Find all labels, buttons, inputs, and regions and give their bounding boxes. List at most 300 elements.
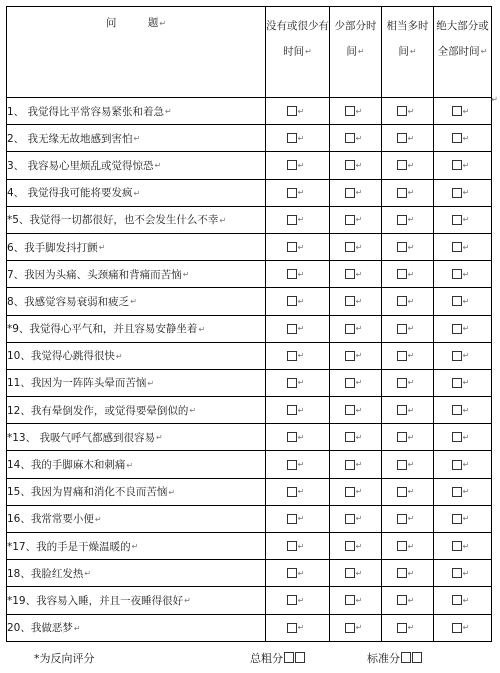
question-label: 11、我因为一阵阵头晕而苦恼	[7, 377, 147, 390]
checkbox-icon[interactable]	[345, 378, 355, 388]
checkbox-icon[interactable]	[452, 296, 462, 306]
paragraph-mark-icon: ↵	[184, 596, 191, 606]
question-text	[7, 233, 266, 260]
checkbox-icon[interactable]	[287, 188, 297, 198]
answer-cell	[382, 369, 434, 396]
paragraph-mark-icon: ↵	[355, 106, 363, 116]
checkbox-icon[interactable]	[452, 405, 462, 415]
paragraph-mark-icon: ↵	[297, 514, 305, 524]
checkbox-icon[interactable]	[345, 432, 355, 442]
answer-cell	[266, 560, 330, 587]
answer-cell	[266, 233, 330, 260]
paragraph-mark-icon: ↵	[297, 269, 305, 279]
paragraph-mark-icon: ↵	[189, 406, 197, 416]
question-label: 3、 我容易心里烦乱或觉得惊恐	[7, 159, 154, 172]
table-row	[7, 152, 492, 179]
paragraph-mark-icon: ↵	[462, 623, 470, 633]
standard-score-box[interactable]	[401, 652, 411, 663]
question-text	[7, 206, 266, 233]
answer-cell	[330, 233, 382, 260]
question-text	[7, 587, 266, 614]
answer-cell	[382, 533, 434, 560]
answer-cell	[330, 505, 382, 532]
checkbox-icon[interactable]	[452, 514, 462, 524]
checkbox-icon[interactable]	[287, 514, 297, 524]
checkbox-icon[interactable]	[397, 623, 407, 633]
table-row	[7, 560, 492, 587]
question-text	[7, 125, 266, 152]
paragraph-mark-icon: ↵	[297, 595, 305, 605]
question-text	[7, 451, 266, 478]
checkbox-icon[interactable]	[452, 324, 462, 334]
checkbox-icon[interactable]	[452, 242, 462, 252]
checkbox-icon[interactable]	[397, 242, 407, 252]
paragraph-mark-icon: ↵	[462, 568, 470, 578]
paragraph-mark-icon: ↵	[407, 215, 415, 225]
checkbox-icon[interactable]	[287, 351, 297, 361]
paragraph-mark-icon: ↵	[297, 351, 305, 361]
paragraph-mark-icon: ↵	[462, 595, 470, 605]
paragraph-mark-icon: ↵	[198, 324, 206, 334]
checkbox-icon[interactable]	[287, 405, 297, 415]
paragraph-mark-icon: ↵	[355, 568, 363, 578]
question-label: *19、我容易入睡，并且一夜睡得很好	[7, 594, 184, 607]
checkbox-icon[interactable]	[452, 215, 462, 225]
answer-cell	[434, 560, 492, 587]
paragraph-mark-icon: ↵	[407, 324, 415, 334]
paragraph-mark-icon: ↵	[355, 188, 363, 198]
table-row	[7, 587, 492, 614]
option-header-most: 绝大部分或全部时间↵	[434, 7, 492, 98]
paragraph-mark-icon: ↵	[98, 243, 106, 253]
checkbox-icon[interactable]	[345, 324, 355, 334]
paragraph-mark-icon: ↵	[462, 405, 470, 415]
paragraph-mark-icon: ↵	[130, 297, 137, 307]
checkbox-icon[interactable]	[397, 351, 407, 361]
table-row	[7, 505, 492, 532]
paragraph-mark-icon: ↵	[407, 242, 415, 252]
paragraph-mark-icon: ↵	[297, 460, 305, 470]
paragraph-mark-icon: ↵	[462, 432, 470, 442]
question-label: 10、我觉得心跳得很快	[7, 350, 115, 363]
checkbox-icon[interactable]	[452, 351, 462, 361]
checkbox-icon[interactable]	[397, 296, 407, 306]
answer-cell	[266, 179, 330, 206]
checkbox-icon[interactable]	[397, 595, 407, 605]
paragraph-mark-icon: ↵	[355, 133, 363, 143]
question-label: 16、我常常要小便	[7, 513, 94, 526]
paragraph-mark-icon: ↵	[407, 623, 415, 633]
checkbox-icon[interactable]	[287, 269, 297, 279]
paragraph-mark-icon: ↵	[462, 351, 470, 361]
checkbox-icon[interactable]	[452, 133, 462, 143]
paragraph-mark-icon: ↵	[462, 296, 470, 306]
answer-cell	[434, 206, 492, 233]
checkbox-icon[interactable]	[345, 541, 355, 551]
paragraph-mark-icon: ↵	[407, 487, 415, 497]
paragraph-mark-icon: ↵	[133, 134, 141, 144]
question-label: 15、我因为胃痛和消化不良而苦恼	[7, 486, 168, 499]
checkbox-icon[interactable]	[397, 106, 407, 116]
question-text	[7, 505, 266, 532]
paragraph-mark-icon: ↵	[297, 378, 305, 388]
paragraph-mark-icon: ↵	[407, 378, 415, 388]
paragraph-mark-icon: ↵	[407, 568, 415, 578]
answer-cell	[382, 288, 434, 315]
paragraph-mark-icon: ↵	[462, 460, 470, 470]
checkbox-icon[interactable]	[345, 623, 355, 633]
paragraph-mark-icon: ↵	[462, 324, 470, 334]
paragraph-mark-icon: ↵	[297, 405, 305, 415]
question-text	[7, 369, 266, 396]
paragraph-mark-icon: ↵	[131, 542, 139, 552]
answer-cell	[382, 206, 434, 233]
paragraph-mark-icon: ↵	[407, 595, 415, 605]
checkbox-icon[interactable]	[452, 106, 462, 116]
question-label: *17、我的手是干燥温暖的	[7, 540, 131, 553]
paragraph-mark-icon: ↵	[165, 107, 172, 117]
answer-cell	[266, 478, 330, 505]
raw-score-box[interactable]	[295, 652, 305, 663]
paragraph-mark-icon: ↵	[407, 133, 415, 143]
checkbox-icon[interactable]	[287, 487, 297, 497]
paragraph-mark-icon: ↵	[297, 568, 305, 578]
checkbox-icon[interactable]	[345, 595, 355, 605]
answer-cell	[434, 424, 492, 451]
checkbox-icon[interactable]	[287, 432, 297, 442]
answer-cell	[434, 261, 492, 288]
checkbox-icon[interactable]	[287, 160, 297, 170]
question-label: 8、我感觉容易衰弱和疲乏	[7, 295, 130, 308]
answer-cell	[382, 261, 434, 288]
question-column-header: 问 题↵	[7, 7, 266, 98]
checkbox-icon[interactable]	[397, 215, 407, 225]
answer-cell	[382, 98, 434, 125]
answer-cell	[382, 125, 434, 152]
answer-cell	[266, 424, 330, 451]
checkbox-icon[interactable]	[397, 378, 407, 388]
raw-score-field: 总粗分	[250, 650, 305, 666]
answer-cell	[434, 505, 492, 532]
question-label: 6、我手脚发抖打颤	[7, 241, 98, 254]
paragraph-mark-icon: ↵	[297, 296, 305, 306]
question-text	[7, 614, 266, 641]
paragraph-mark-icon: ↵	[155, 433, 163, 443]
question-label: 1、 我觉得比平常容易紧张和着急	[7, 105, 165, 118]
checkbox-icon[interactable]	[345, 269, 355, 279]
answer-cell	[266, 505, 330, 532]
question-label: 14、我的手脚麻木和刺痛	[7, 459, 126, 472]
checkbox-icon[interactable]	[345, 296, 355, 306]
checkbox-icon[interactable]	[397, 568, 407, 578]
paragraph-mark-icon: ↵	[462, 541, 470, 551]
answer-cell	[266, 152, 330, 179]
checkbox-icon[interactable]	[287, 215, 297, 225]
paragraph-mark-icon: ↵	[154, 161, 162, 171]
checkbox-icon[interactable]	[345, 568, 355, 578]
paragraph-mark-icon: ↵	[355, 378, 363, 388]
answer-cell	[434, 587, 492, 614]
answer-cell	[330, 424, 382, 451]
table-header-row	[7, 7, 492, 98]
answer-cell	[434, 315, 492, 342]
paragraph-mark-icon: ↵	[355, 487, 363, 497]
answer-cell	[330, 560, 382, 587]
table-row	[7, 206, 492, 233]
answer-cell	[382, 614, 434, 641]
checkbox-icon[interactable]	[345, 351, 355, 361]
paragraph-mark-icon: ↵	[462, 160, 470, 170]
answer-cell	[266, 261, 330, 288]
checkbox-icon[interactable]	[397, 269, 407, 279]
answer-cell	[330, 614, 382, 641]
paragraph-mark-icon: ↵	[355, 623, 363, 633]
paragraph-mark-icon: ↵	[297, 160, 305, 170]
paragraph-mark-icon: ↵	[407, 460, 415, 470]
answer-cell	[434, 152, 492, 179]
paragraph-mark-icon: ↵	[355, 405, 363, 415]
answer-cell	[434, 451, 492, 478]
paragraph-mark-icon: ↵	[126, 460, 134, 470]
question-label: *5、我觉得一切都很好，也不会发生什么不幸	[7, 214, 219, 227]
paragraph-mark-icon: ↵	[407, 160, 415, 170]
table-row	[7, 478, 492, 505]
paragraph-mark-icon: ↵	[133, 188, 141, 198]
paragraph-mark-icon: ↵	[462, 106, 470, 116]
paragraph-mark-icon: ↵	[297, 432, 305, 442]
checkbox-icon[interactable]	[452, 269, 462, 279]
answer-cell	[382, 451, 434, 478]
paragraph-mark-icon: ↵	[462, 378, 470, 388]
answer-cell	[266, 206, 330, 233]
checkbox-icon[interactable]	[397, 405, 407, 415]
answer-cell	[266, 288, 330, 315]
answer-cell	[382, 397, 434, 424]
paragraph-mark-icon: ↵	[355, 242, 363, 252]
checkbox-icon[interactable]	[345, 215, 355, 225]
checkbox-icon[interactable]	[397, 324, 407, 334]
paragraph-mark-icon: ↵	[462, 188, 470, 198]
answer-cell	[382, 560, 434, 587]
answer-cell	[266, 342, 330, 369]
answer-cell	[330, 369, 382, 396]
paragraph-mark-icon: ↵	[462, 242, 470, 252]
answer-cell	[382, 342, 434, 369]
paragraph-mark-icon: ↵	[462, 133, 470, 143]
checkbox-icon[interactable]	[287, 541, 297, 551]
answer-cell	[266, 533, 330, 560]
answer-cell	[266, 614, 330, 641]
standard-score-field: 标准分	[367, 650, 422, 666]
sas-questionnaire-table	[6, 6, 492, 642]
answer-cell	[330, 288, 382, 315]
question-text	[7, 315, 266, 342]
checkbox-icon[interactable]	[287, 623, 297, 633]
answer-cell	[330, 206, 382, 233]
paragraph-mark-icon: ↵	[73, 623, 81, 633]
question-label: 12、我有晕倒发作，或觉得要晕倒似的	[7, 404, 189, 417]
answer-cell	[434, 533, 492, 560]
question-text	[7, 179, 266, 206]
option-header-considerable: 相当多时间↵	[382, 7, 434, 98]
paragraph-mark-icon: ↵	[84, 569, 92, 579]
paragraph-mark-icon: ↵	[219, 215, 227, 225]
answer-cell	[382, 478, 434, 505]
answer-cell	[330, 342, 382, 369]
checkbox-icon[interactable]	[287, 460, 297, 470]
checkbox-icon[interactable]	[397, 460, 407, 470]
paragraph-mark-icon: ↵	[407, 188, 415, 198]
table-row	[7, 614, 492, 641]
answer-cell	[266, 369, 330, 396]
table-row	[7, 424, 492, 451]
question-text	[7, 424, 266, 451]
question-text	[7, 98, 266, 125]
answer-cell	[434, 614, 492, 641]
answer-cell	[382, 315, 434, 342]
checkbox-icon[interactable]	[397, 133, 407, 143]
checkbox-icon[interactable]	[345, 405, 355, 415]
table-row	[7, 451, 492, 478]
checkbox-icon[interactable]	[452, 378, 462, 388]
paragraph-mark-icon: ↵	[297, 215, 305, 225]
checkbox-icon[interactable]	[287, 133, 297, 143]
paragraph-mark-icon: ↵	[355, 351, 363, 361]
question-text	[7, 152, 266, 179]
paragraph-mark-icon: ↵	[297, 623, 305, 633]
checkbox-icon[interactable]	[452, 487, 462, 497]
paragraph-mark-icon: ↵	[297, 487, 305, 497]
question-label: *13、 我吸气呼气都感到很容易	[7, 431, 155, 444]
paragraph-mark-icon: ↵	[115, 351, 123, 361]
raw-score-box[interactable]	[284, 652, 294, 663]
paragraph-mark-icon: ↵	[94, 514, 102, 524]
table-row	[7, 125, 492, 152]
table-row	[7, 315, 492, 342]
table-row	[7, 342, 492, 369]
answer-cell	[330, 315, 382, 342]
answer-cell	[434, 342, 492, 369]
checkbox-icon[interactable]	[397, 541, 407, 551]
paragraph-mark-icon: ↵	[462, 487, 470, 497]
checkbox-icon[interactable]	[287, 106, 297, 116]
paragraph-mark-icon: ↵	[355, 160, 363, 170]
checkbox-icon[interactable]	[287, 378, 297, 388]
option-header-little: 少部分时间↵	[330, 7, 382, 98]
answer-cell	[330, 98, 382, 125]
question-label: 7、我因为头痛、头颈痛和背痛而苦恼	[7, 268, 182, 281]
answer-cell	[382, 152, 434, 179]
checkbox-icon[interactable]	[397, 487, 407, 497]
checkbox-icon[interactable]	[452, 460, 462, 470]
answer-cell	[382, 233, 434, 260]
paragraph-mark-icon: ↵	[407, 296, 415, 306]
question-label: 20、我做恶梦	[7, 622, 73, 635]
answer-cell	[266, 125, 330, 152]
checkbox-icon[interactable]	[452, 432, 462, 442]
answer-cell	[330, 125, 382, 152]
answer-cell	[330, 533, 382, 560]
paragraph-mark-icon: ↵	[168, 487, 176, 497]
question-text	[7, 342, 266, 369]
checkbox-icon[interactable]	[345, 460, 355, 470]
paragraph-mark-icon: ↵	[297, 106, 305, 116]
question-label: 2、 我无缘无故地感到害怕	[7, 132, 133, 145]
checkbox-icon[interactable]	[345, 106, 355, 116]
paragraph-mark-icon: ↵	[297, 324, 305, 334]
checkbox-icon[interactable]	[345, 242, 355, 252]
question-label: 18、我脸红发热	[7, 567, 84, 580]
answer-cell	[382, 505, 434, 532]
answer-cell	[434, 233, 492, 260]
answer-cell	[382, 179, 434, 206]
answer-cell	[330, 261, 382, 288]
paragraph-mark-icon: ↵	[355, 460, 363, 470]
paragraph-mark-icon: ↵	[462, 269, 470, 279]
paragraph-mark-icon: ↵	[407, 269, 415, 279]
table-row	[7, 179, 492, 206]
answer-cell	[266, 451, 330, 478]
question-text	[7, 560, 266, 587]
checkbox-icon[interactable]	[287, 324, 297, 334]
answer-cell	[434, 478, 492, 505]
standard-score-box[interactable]	[412, 652, 422, 663]
paragraph-mark-icon: ↵	[355, 269, 363, 279]
checkbox-icon[interactable]	[287, 242, 297, 252]
paragraph-mark-icon: ↵	[407, 351, 415, 361]
answer-cell	[434, 179, 492, 206]
answer-cell	[266, 98, 330, 125]
answer-cell	[382, 424, 434, 451]
reverse-scoring-note: *为反向评分	[34, 652, 95, 665]
paragraph-mark-icon: ↵	[355, 514, 363, 524]
table-row	[7, 533, 492, 560]
checkbox-icon[interactable]	[287, 296, 297, 306]
checkbox-icon[interactable]	[345, 514, 355, 524]
paragraph-mark-icon: ↵	[297, 541, 305, 551]
paragraph-mark-icon: ↵	[462, 215, 470, 225]
question-text	[7, 261, 266, 288]
checkbox-icon[interactable]	[452, 160, 462, 170]
checkbox-icon[interactable]	[345, 160, 355, 170]
checkbox-icon[interactable]	[397, 160, 407, 170]
question-label: 4、 我觉得我可能将要发疯	[7, 187, 133, 200]
checkbox-icon[interactable]	[287, 595, 297, 605]
checkbox-icon[interactable]	[452, 568, 462, 578]
table-row	[7, 98, 492, 125]
checkbox-icon[interactable]	[452, 188, 462, 198]
checkbox-icon[interactable]	[345, 133, 355, 143]
answer-cell	[330, 397, 382, 424]
checkbox-icon[interactable]	[287, 568, 297, 578]
answer-cell	[330, 152, 382, 179]
question-text	[7, 533, 266, 560]
checkbox-icon[interactable]	[345, 487, 355, 497]
checkbox-icon[interactable]	[397, 514, 407, 524]
paragraph-mark-icon: ↵	[355, 595, 363, 605]
checkbox-icon[interactable]	[345, 188, 355, 198]
question-text	[7, 288, 266, 315]
paragraph-mark-icon: ↵	[407, 106, 415, 116]
checkbox-icon[interactable]	[397, 432, 407, 442]
checkbox-icon[interactable]	[452, 595, 462, 605]
paragraph-mark-icon: ↵	[355, 541, 363, 551]
paragraph-mark-icon: ↵	[407, 405, 415, 415]
answer-cell	[434, 125, 492, 152]
checkbox-icon[interactable]	[397, 188, 407, 198]
checkbox-icon[interactable]	[452, 623, 462, 633]
checkbox-icon[interactable]	[452, 541, 462, 551]
